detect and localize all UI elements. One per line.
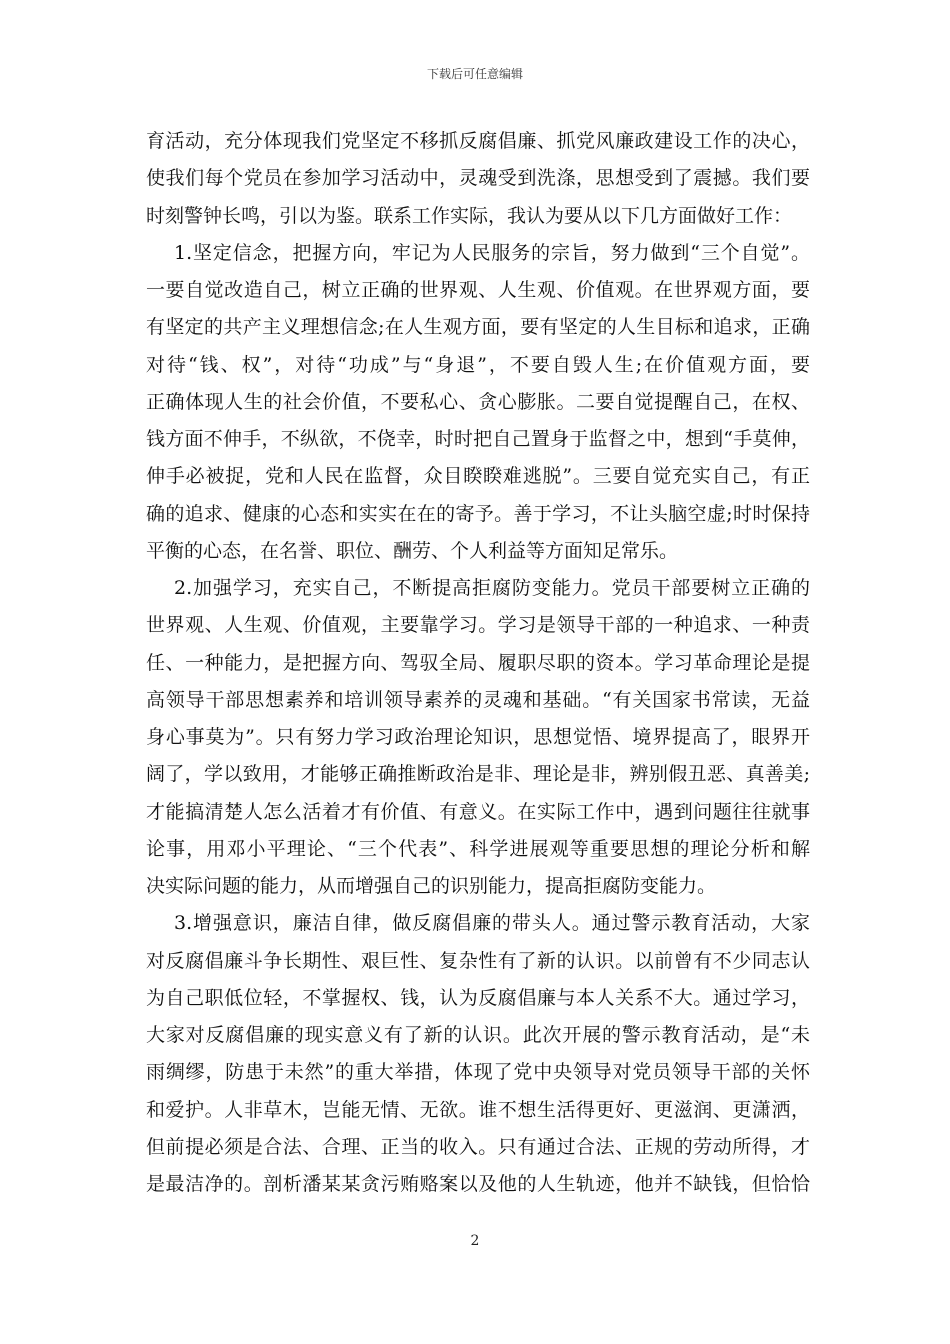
text-line: 世界观、人生观、价值观，主要靠学习。学习是领导干部的一种追求、一种责 <box>146 614 810 637</box>
text-line: 确的追求、健康的心态和实实在在的寄予。善于学习，不让头脑空虚;时时保持 <box>146 502 810 525</box>
text-line: 时刻警钟长鸣，引以为鉴。联系工作实际，我认为要从以下几方面做好工作： <box>146 204 793 227</box>
text-line: 有坚定的共产主义理想信念;在人生观方面，要有坚定的人生目标和追求，正确 <box>146 316 810 339</box>
text-line: 任、一种能力，是把握方向、驾驭全局、履职尽职的资本。学习革命理论是提 <box>146 651 810 674</box>
text-line: 伸手必被捉，党和人民在监督，众目睽睽难逃脱”。三要自觉充实自己，有正 <box>146 465 810 488</box>
text-line: 但前提必须是合法、合理、正当的收入。只有通过合法、正规的劳动所得，才 <box>146 1135 810 1158</box>
page-header: 下载后可任意编辑 <box>426 67 523 81</box>
text-line: 和爱护。人非草木，岂能无情、无欲。谁不想生活得更好、更滋润、更潇洒， <box>146 1098 810 1121</box>
text-line: 身心事莫为”。只有努力学习政治理论知识，思想觉悟、境界提高了，眼界开 <box>146 726 810 748</box>
paragraph-first-line: 3.增强意识，廉洁自律，做反腐倡廉的带头人。通过警示教育活动，大家 <box>174 912 810 935</box>
page-number: 2 <box>470 1233 480 1249</box>
document-body <box>146 123 810 1203</box>
text-line: 高领导干部思想素养和培训领导素养的灵魂和基础。“有关国家书常读，无益 <box>146 688 810 711</box>
text-line: 正确体现人生的社会价值，不要私心、贪心膨胀。二要自觉提醒自己，在权、 <box>146 390 810 413</box>
paragraph-first-line: 2.加强学习，充实自己，不断提高拒腐防变能力。党员干部要树立正确的 <box>174 577 810 599</box>
text-line: 钱方面不伸手，不纵欲，不侥幸，时时把自己置身于监督之中，想到“手莫伸， <box>146 428 810 450</box>
text-line: 使我们每个党员在参加学习活动中，灵魂受到洗涤，思想受到了震撼。我们要 <box>146 167 810 190</box>
paragraph-first-line: 1.坚定信念，把握方向，牢记为人民服务的宗旨，努力做到“三个自觉”。 <box>174 241 810 264</box>
text-line: 为自己职低位轻，不掌握权、钱，认为反腐倡廉与本人关系不大。通过学习， <box>146 986 810 1009</box>
text-line: 平衡的心态，在名誉、职位、酬劳、个人利益等方面知足常乐。 <box>146 539 679 562</box>
text-line: 育活动，充分体现我们党坚定不移抓反腐倡廉、抓党风廉政建设工作的决心， <box>146 130 810 152</box>
text-line: 雨绸缪，防患于未然”的重大举措，体现了党中央领导对党员领导干部的关怀 <box>146 1061 810 1084</box>
text-line: 决实际问题的能力，从而增强自己的识别能力，提高拒腐防变能力。 <box>146 875 717 897</box>
text-line: 阔了，学以致用，才能够正确推断政治是非、理论是非，辨别假丑恶、真善美; <box>146 763 810 786</box>
text-line: 一要自觉改造自己，树立正确的世界观、人生观、价值观。在世界观方面，要 <box>146 279 810 301</box>
text-line: 论事，用邓小平理论、“三个代表”、科学进展观等重要思想的理论分析和解 <box>146 837 810 860</box>
text-line: 对反腐倡廉斗争长期性、艰巨性、复杂性有了新的认识。以前曾有不少同志认 <box>146 949 810 972</box>
text-line: 大家对反腐倡廉的现实意义有了新的认识。此次开展的警示教育活动，是“未 <box>146 1024 810 1046</box>
text-line: 对待“钱、权”，对待“功成”与“身退”，不要自毁人生;在价值观方面，要 <box>146 353 810 376</box>
text-line: 是最洁净的。剖析潘某某贪污贿赂案以及他的人生轨迹，他并不缺钱，但恰恰 <box>146 1173 810 1195</box>
text-line: 才能搞清楚人怎么活着才有价值、有意义。在实际工作中，遇到问题往往就事 <box>146 800 810 823</box>
